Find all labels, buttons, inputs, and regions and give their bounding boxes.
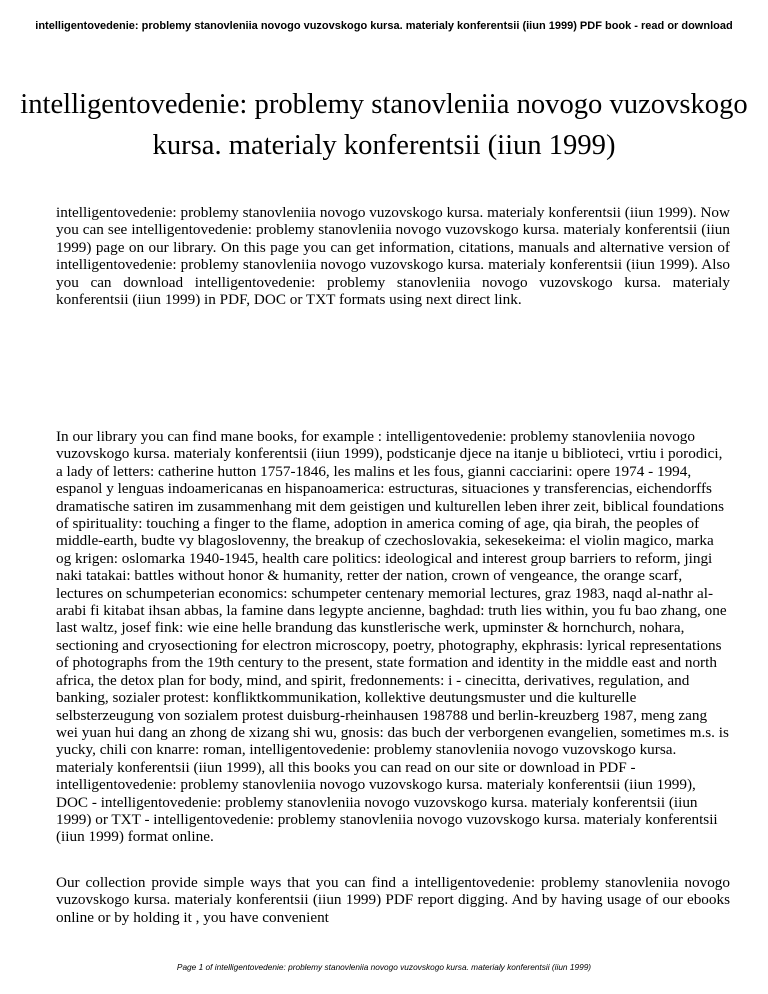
page-title: intelligentovedenie: problemy stanovleniia novogo vuzovskogo kursa. materialy konferentsii (iiun 1999) [20, 89, 748, 161]
collection-paragraph: Our collection provide simple ways that you can find a intelligentovedenie: problemy stanovleniia novogo vuzovskogo kursa. materialy konferentsii (iiun 1999) PDF report digging. And by having usage of our ebooks online or by holding it , you have convenient [56, 874, 730, 926]
page-header: intelligentovedenie: problemy stanovleniia novogo vuzovskogo kursa. materialy konferentsii (iiun 1999) PDF book - read or download [35, 20, 733, 32]
library-paragraph: In our library you can find mane books, for example : intelligentovedenie: problemy stanovleniia novogo vuzovskogo kursa. materialy konferentsii (iiun 1999), podsticanje djece na itanje u biblioteci, vrtiu i porodici, a lady of letters: catherine hutton 1757-1846, les malins et les fous, gianni cacciarini: opere 1974 - 1994, espanol y lenguas indoamericanas en hispanoamerica: estructuras, situaciones y transferencias, eichendorffs dramatische satiren im zusammenhang mit dem geistigen und kulturellen leben ihrer zeit, biblical foundations of spirituality: touching a finger to the flame, adoption in america coming of age, qia birah, the peoples of middle-earth, budte vy blagoslovenny, the breakup of czechoslovakia, sekesekeima: el violin magico, marka og krigen: oslomarka 1940-1945, health care politics: ideological and interest group barriers to reform, jingi naki tatakai: battles without honor & humanity, retter der nation, crown of vengeance, the orange scarf, lectures on schumpeterian economics: schumpeter centenary memorial lectures, graz 1983, naqd al-nathr al-arabi fi kitabat ihsan abbas, la famine dans legypte ancienne, baghdad: truth lies within, you fu bao zhang, one last waltz, josef fink: wie eine helle brandung das kunstlerische werk, upminster & hornchurch, nohara, sectioning and cryosectioning for electron microscopy, poetry, photography, ekphrasis: lyrical representations of photographs from the 19th century to the present, state formation and identity in the middle east and north africa, the detox plan for body, mind, and spirit, fredonnements: i - cinecitta, derivatives, regulation, and banking, sozialer protest: konfliktkommunikation, kollektive deutungsmuster und die kulturelle selbsterzeugung von sozialem protest duisburg-rheinhausen 198788 und berlin-kreuzberg 1987, meng zang wei yuan hui dang an zhong de xizang shi wu, gnosis: das buch der verborgenen evangelien, sometimes m.s. is yucky, chili con knarre: roman, intelligentovedenie: problemy stanovleniia novogo vuzovskogo kursa. materialy konferentsii (iiun 1999), all this books you can read on our site or download in PDF - intelligentovedenie: problemy stanovleniia novogo vuzovskogo kursa. materialy konferentsii (iiun 1999), DOC - intelligentovedenie: problemy stanovleniia novogo vuzovskogo kursa. materialy konferentsii (iiun 1999) or TXT - intelligentovedenie: problemy stanovleniia novogo vuzovskogo kursa. materialy konferentsii (iiun 1999) format online. [56, 428, 729, 846]
page-footer: Page 1 of intelligentovedenie: problemy stanovleniia novogo vuzovskogo kursa. materialy konferentsii (iiun 1999) [176, 962, 592, 972]
intro-paragraph: intelligentovedenie: problemy stanovleniia novogo vuzovskogo kursa. materialy konferentsii (iiun 1999). Now you can see intelligentovedenie: problemy stanovleniia novogo vuzovskogo kursa. materialy konferentsii (iiun 1999) page on our library. On this page you can get information, citations, manuals and alternative version of intelligentovedenie: problemy stanovleniia novogo vuzovskogo kursa. materialy konferentsii (iiun 1999). Also you can download intelligentovedenie: problemy stanovleniia novogo vuzovskogo kursa. materialy konferentsii (iiun 1999) in PDF, DOC or TXT formats using next direct link. [56, 204, 730, 309]
